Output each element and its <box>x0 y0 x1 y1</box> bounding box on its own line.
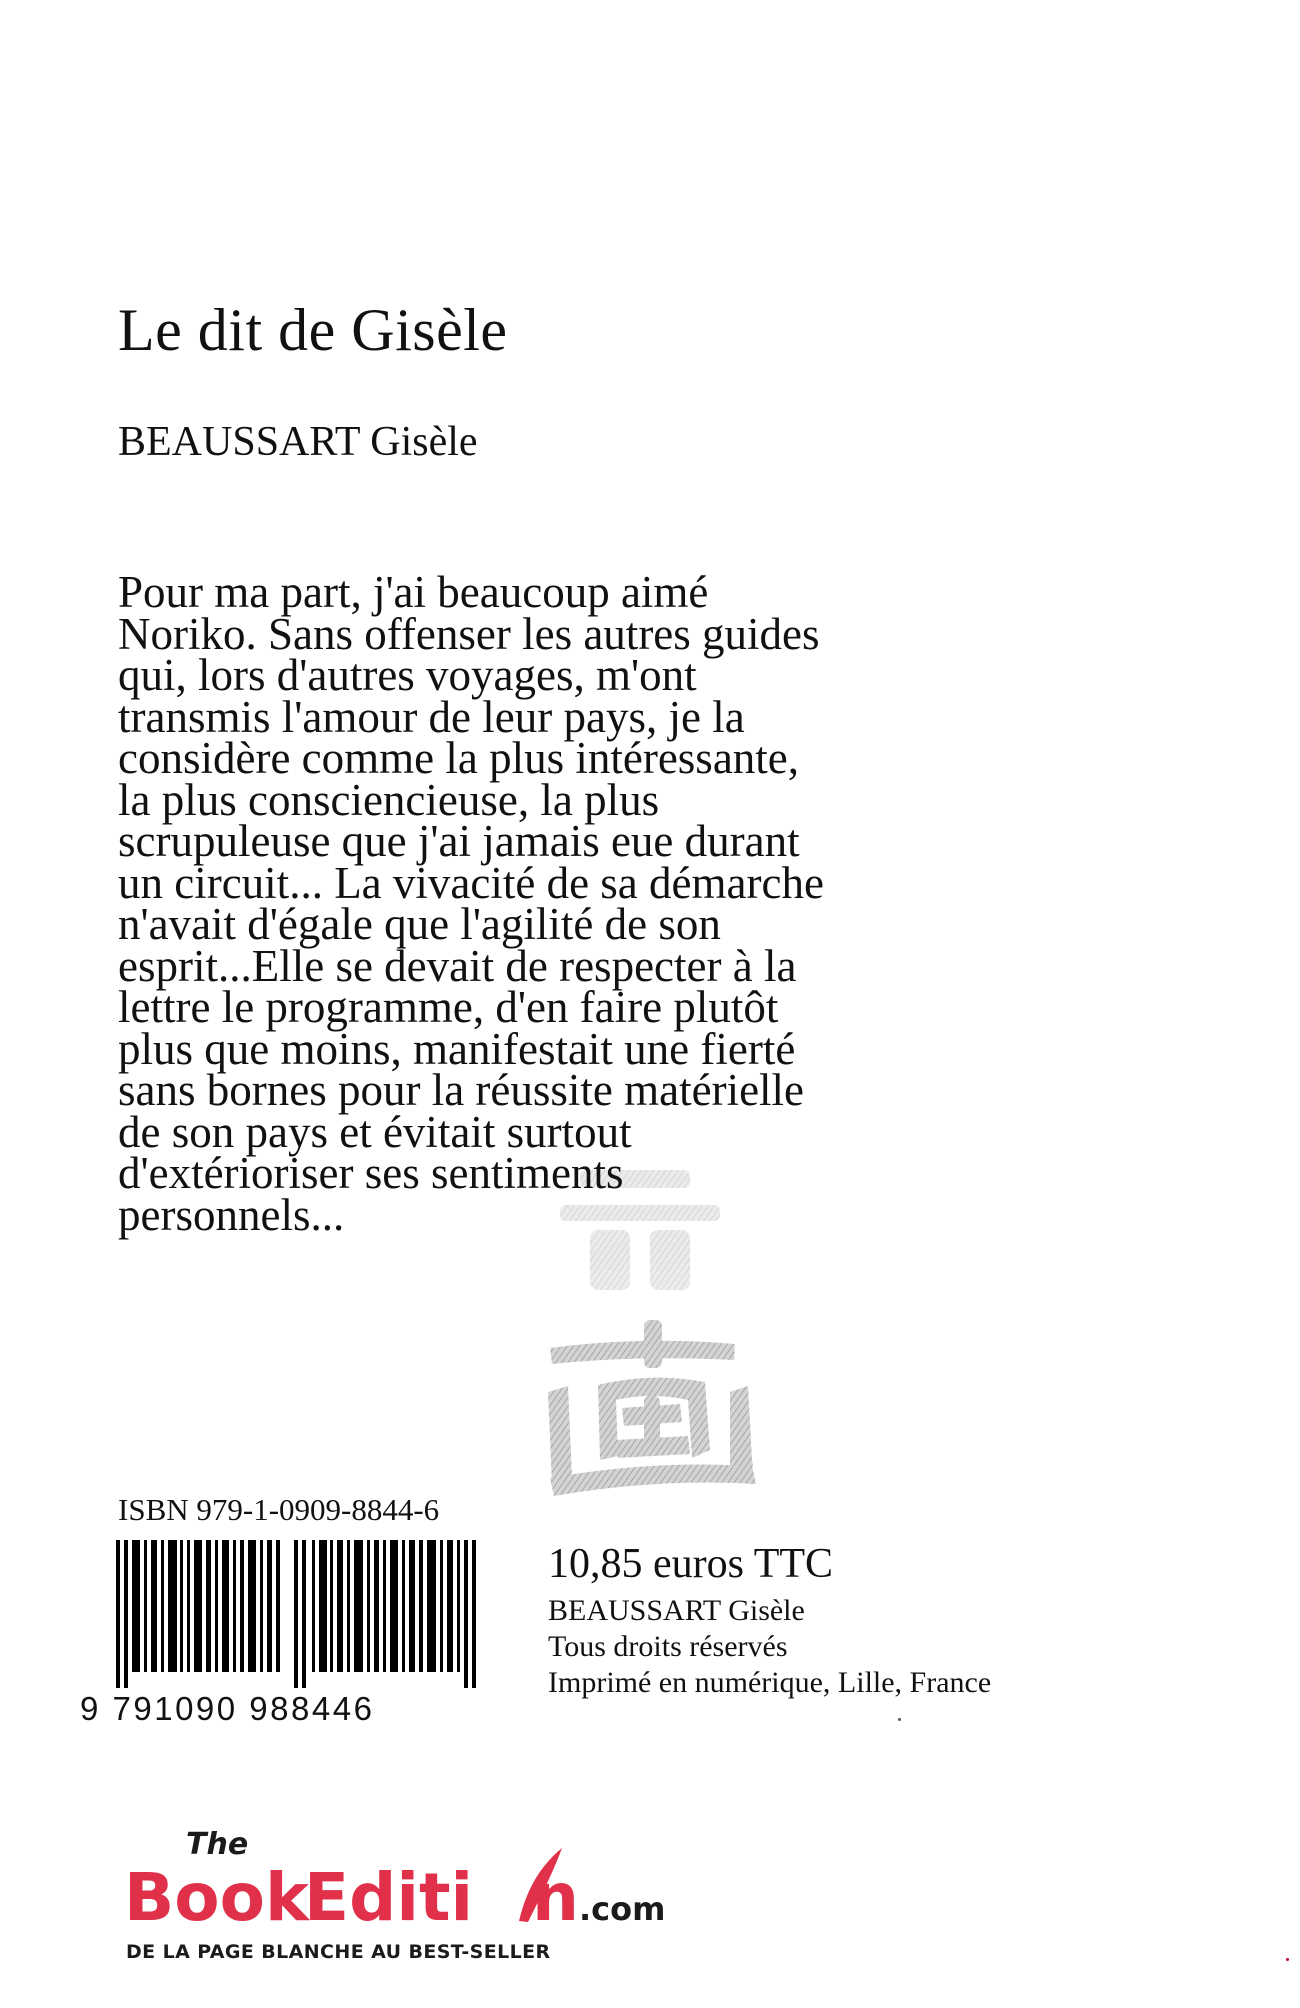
book-author: BEAUSSART Gisèle <box>118 419 478 465</box>
price: 10,85 euros TTC <box>548 1541 834 1587</box>
speck <box>898 1718 901 1721</box>
book-title: Le dit de Gisèle <box>118 297 508 363</box>
publisher-logo <box>124 1822 704 1972</box>
back-cover-blurb: Pour ma part, j'ai beaucoup aimé Noriko. Sans offenser les autres guides qui, lors d'autres voyages, m'ont transmis l'amour de leur pays, je la considère comme la plus intéressante, la plus consciencieuse, la plus scrupuleuse que j'ai jamais eue durant un circuit... La vivacité de sa démarche n'avait d'égale que l'agilité de son esprit...Elle se devait de respecter à la lettre le programme, d'en faire plutôt plus que moins, manifestait une fierté sans bornes pour la réussite matérielle de son pays et évitait surtout d'extérioriser ses sentiments personnels... <box>118 567 824 1240</box>
barcode <box>116 1540 482 1688</box>
rights-notice: Tous droits réservés <box>548 1630 788 1663</box>
logo-tagline: DE LA PAGE BLANCHE AU BEST-SELLER <box>126 1941 551 1963</box>
isbn-label: ISBN 979-1-0909-8844-6 <box>118 1492 440 1527</box>
logo-book: Book <box>124 1859 309 1936</box>
speck <box>1286 1958 1289 1961</box>
imprint-author: BEAUSSART Gisèle <box>548 1594 805 1627</box>
logo-edition-end: n <box>532 1859 579 1936</box>
print-location: Imprimé en numérique, Lille, France <box>548 1666 992 1699</box>
barcode-digits: 9 791090 988446 <box>80 1690 375 1727</box>
logo-the: The <box>186 1827 249 1862</box>
logo-edition: Editi <box>304 1859 474 1936</box>
logo-domain: .com <box>579 1890 666 1928</box>
